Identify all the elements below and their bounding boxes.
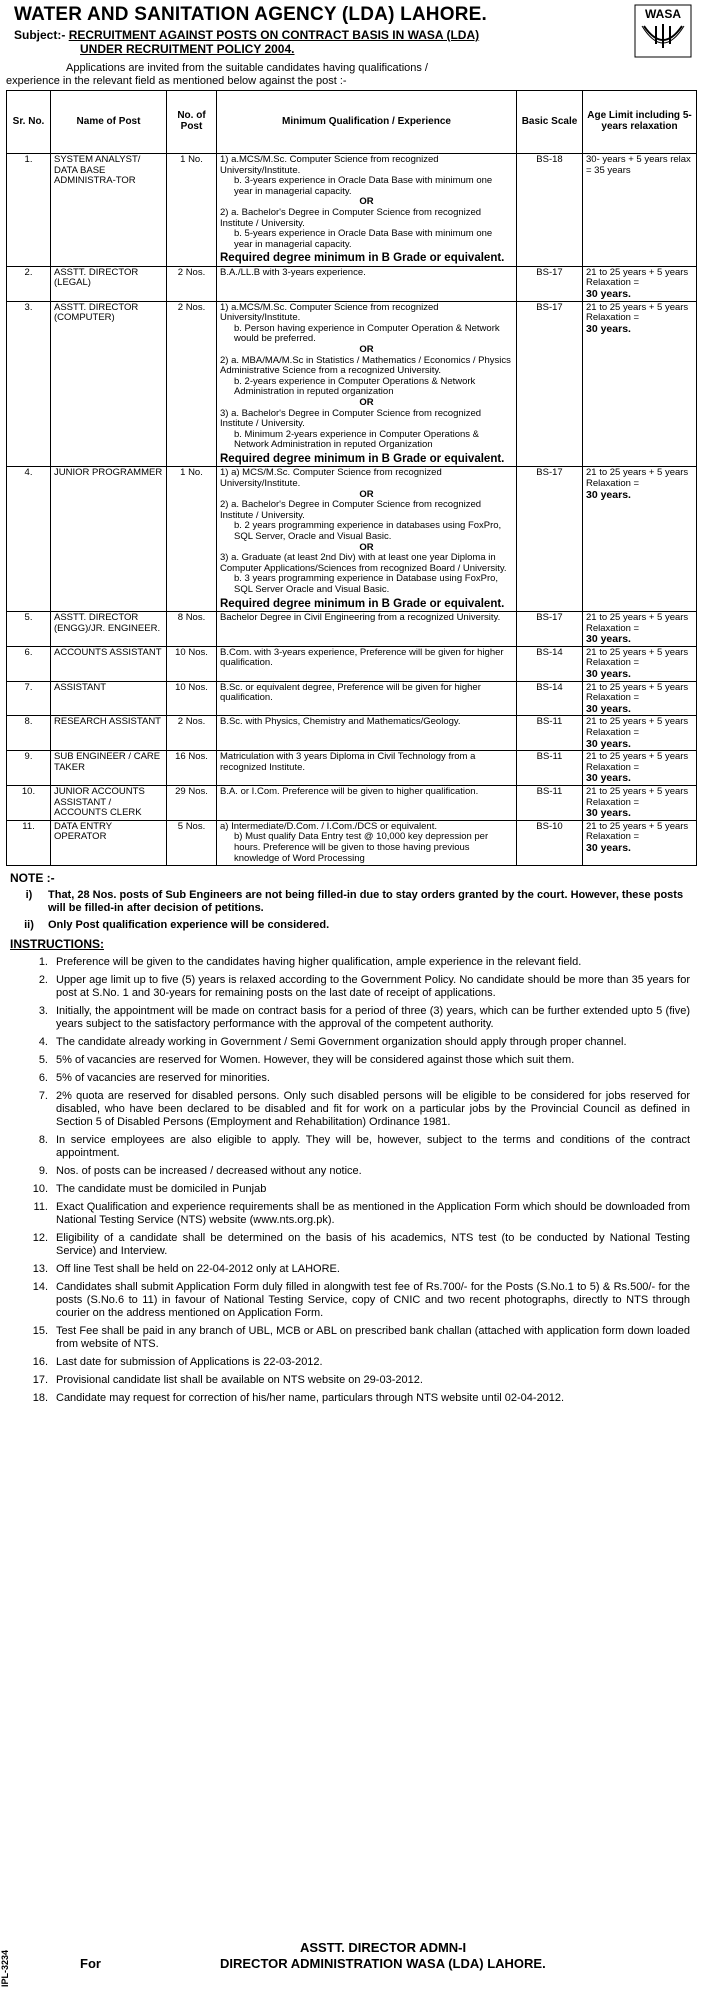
instruction-item (10, 956, 690, 969)
cell-age-limit (583, 467, 697, 612)
instruction-item (10, 1281, 690, 1320)
or-separator: OR (359, 344, 374, 355)
cell-qualification (217, 646, 517, 681)
qualification-line: Bachelor Degree in Civil Engineering from a recognized University. (220, 612, 501, 624)
required-grade: Required degree minimum in B Grade or equivalent. (220, 597, 505, 610)
signature-line-1: ASSTT. DIRECTOR ADMN-I (300, 1940, 467, 1955)
subject-line-1: RECRUITMENT AGAINST POSTS ON CONTRACT BASIS IN WASA (LDA) (68, 28, 480, 42)
cell-post-count: 2 Nos. (167, 266, 217, 301)
cell-sr: 11. (7, 820, 51, 865)
notes-heading: NOTE :- (10, 871, 55, 885)
cell-age-limit (583, 751, 697, 786)
cell-basic-scale: BS-14 (517, 681, 583, 716)
col-header-qualification: Minimum Qualification / Experience (217, 91, 517, 154)
wasa-logo-icon (634, 4, 692, 58)
age-total: 30 years. (586, 737, 631, 750)
cell-post-count: 16 Nos. (167, 751, 217, 786)
posts-table (6, 90, 697, 866)
instruction-text: Initially, the appointment will be made on contract basis for a period of three (3) years, which can be further extended upto 5 (five) years subject to the satisfactory performance with the approval of the competent authority. (56, 1005, 690, 1030)
note-text: That, 28 Nos. posts of Sub Engineers are not being filled-in due to stay orders granted by the court. However, these posts will be filled-in after decision of petitions. (48, 889, 684, 914)
instruction-number: 2. (38, 974, 48, 986)
instruction-text: Exact Qualification and experience requirements shall be as mentioned in the Application Form which should be downloaded from National Testing Service (NTS) website (www.nts.org.pk). (56, 1201, 690, 1226)
table-row (7, 154, 697, 267)
age-total: 30 years. (586, 322, 631, 335)
table-row (7, 266, 697, 301)
age-total: 30 years. (586, 807, 631, 820)
age-total: 30 years. (586, 841, 631, 854)
table-row (7, 681, 697, 716)
col-header-scale: Basic Scale (517, 91, 583, 154)
instruction-item (10, 1165, 690, 1178)
or-separator: OR (359, 488, 374, 500)
cell-qualification (217, 716, 517, 751)
instruction-text: 5% of vacancies are reserved for Women. However, they will be considered against those which suit them. (56, 1054, 575, 1066)
notes-section (10, 872, 690, 1405)
qualification-line: 1) a.MCS/M.Sc. Computer Science from recognized University/Institute. (220, 301, 439, 324)
age-range: 21 to 25 years + 5 years Relaxation = (586, 681, 689, 704)
cell-qualification (217, 751, 517, 786)
qualification-line: b) Must qualify Data Entry test @ 10,000 key depression per hours. Preference will be given to those having previous knowledge of Word Processing (234, 831, 489, 864)
instruction-item (10, 1392, 690, 1405)
or-separator: OR (359, 196, 374, 208)
qualification-line: b. 3-years experience in Oracle Data Base with minimum one year in managerial capacity. (234, 175, 493, 197)
instruction-item (10, 1183, 690, 1196)
age-range: 21 to 25 years + 5 years Relaxation = (586, 266, 689, 289)
cell-post-name: ASSTT. DIRECTOR (COMPUTER) (51, 301, 167, 467)
qualification-line: 2) a. MBA/MA/M.Sc in Statistics / Mathematics / Economics / Physics Administrative Science from a recognized University. (220, 354, 511, 377)
cell-post-count: 2 Nos. (167, 301, 217, 467)
instruction-item (10, 1134, 690, 1160)
cell-qualification (217, 266, 517, 301)
instruction-item (10, 1005, 690, 1031)
table-header-row (7, 91, 697, 154)
age-total: 30 years. (586, 702, 631, 715)
instruction-number: 10. (32, 1183, 48, 1195)
instruction-item (10, 1036, 690, 1049)
qualification-line: a) Intermediate/D.Com. / I.Com./DCS or equivalent. (220, 820, 437, 832)
cell-age-limit (583, 301, 697, 467)
cell-post-count: 10 Nos. (167, 646, 217, 681)
age-range: 21 to 25 years + 5 years Relaxation = (586, 646, 689, 669)
instruction-item (10, 1072, 690, 1085)
cell-post-name: ASSTT. DIRECTOR (LEGAL) (51, 266, 167, 301)
cell-age-limit (583, 716, 697, 751)
cell-qualification (217, 154, 517, 267)
instruction-text: Candidate may request for correction of his/her name, particulars through NTS website until 02-04-2012. (56, 1392, 565, 1404)
note-text: Only Post qualification experience will be considered. (48, 919, 330, 931)
note-item (10, 889, 690, 915)
age-total: 30 years. (586, 288, 631, 301)
age-total: 30 years. (586, 633, 631, 646)
cell-sr: 4. (7, 467, 51, 612)
qualification-line: B.Sc. with Physics, Chemistry and Mathematics/Geology. (220, 716, 461, 728)
cell-sr: 6. (7, 646, 51, 681)
instruction-number: 6. (38, 1072, 48, 1084)
or-separator: OR (359, 541, 374, 553)
age-range: 21 to 25 years + 5 years Relaxation = (586, 612, 689, 634)
required-grade: Required degree minimum in B Grade or equivalent. (220, 252, 505, 265)
cell-post-name: ACCOUNTS ASSISTANT (51, 646, 167, 681)
instruction-text: Last date for submission of Applications is 22-03-2012. (56, 1356, 323, 1368)
cell-qualification (217, 681, 517, 716)
cell-post-name: JUNIOR ACCOUNTS ASSISTANT / ACCOUNTS CLERK (51, 785, 167, 820)
instruction-text: Nos. of posts can be increased / decreased without any notice. (56, 1165, 362, 1177)
cell-sr: 8. (7, 716, 51, 751)
cell-basic-scale: BS-18 (517, 154, 583, 267)
instruction-text: Eligibility of a candidate shall be determined on the basis of his academics, NTS test (to be conducted by National Testing Service) and Interview. (56, 1232, 690, 1257)
table-row (7, 820, 697, 865)
table-row (7, 716, 697, 751)
instruction-number: 14. (32, 1281, 48, 1293)
table-row (7, 646, 697, 681)
required-grade: Required degree minimum in B Grade or equivalent. (220, 452, 505, 465)
signature-block (60, 1940, 700, 1972)
instruction-item (10, 974, 690, 1000)
cell-post-name: SUB ENGINEER / CARE TAKER (51, 751, 167, 786)
qualification-line: 1) a) MCS/M.Sc. Computer Science from recognized University/Institute. (220, 467, 442, 490)
age-range: 21 to 25 years + 5 years Relaxation = (586, 820, 689, 843)
instruction-item (10, 1374, 690, 1387)
instruction-item (10, 1263, 690, 1276)
cell-post-count: 5 Nos. (167, 820, 217, 865)
table-row (7, 612, 697, 647)
instruction-item (10, 1054, 690, 1067)
instruction-text: 2% quota are reserved for disabled persons. Only such disabled persons will be eligible to be considered for jobs reserved for disabled, who have been declared to be disabled and fit for work on a particular jobs by the Provincial Council as defined in Section 5 of Disabled Persons (Employment and Rehabilitation) Ordinance 1981. (56, 1090, 690, 1128)
qualification-line: 3) a. Bachelor's Degree in Computer Science from recognized Institute / University. (220, 407, 482, 430)
instruction-text: Test Fee shall be paid in any branch of UBL, MCB or ABL on prescribed bank challan (attached with application form down loaded from website of NTS. (56, 1325, 690, 1350)
header (14, 4, 614, 56)
cell-sr: 1. (7, 154, 51, 267)
cell-basic-scale: BS-11 (517, 785, 583, 820)
instruction-item (10, 1325, 690, 1351)
cell-basic-scale: BS-17 (517, 612, 583, 647)
col-header-name: Name of Post (51, 91, 167, 154)
cell-age-limit (583, 612, 697, 647)
qualification-line: 2) a. Bachelor's Degree in Computer Science from recognized Institute / University. (220, 499, 482, 521)
col-header-age: Age Limit including 5-years relaxation (583, 91, 697, 154)
intro-line-2: experience in the relevant field as mentioned below against the post :- (6, 75, 347, 87)
qualification-line: B.A./LL.B with 3-years experience. (220, 266, 366, 278)
cell-qualification (217, 612, 517, 647)
cell-post-name: ASSTT. DIRECTOR (ENGG)/JR. ENGINEER. (51, 612, 167, 647)
subject (14, 28, 614, 56)
cell-post-count: 29 Nos. (167, 785, 217, 820)
cell-post-count: 8 Nos. (167, 612, 217, 647)
instruction-number: 7. (38, 1090, 48, 1102)
col-header-no: No. of Post (167, 91, 217, 154)
intro-text (6, 62, 626, 88)
cell-sr: 3. (7, 301, 51, 467)
cell-sr: 5. (7, 612, 51, 647)
instructions-heading: INSTRUCTIONS: (10, 937, 104, 951)
signature-for: For (80, 1956, 101, 1971)
cell-qualification (217, 785, 517, 820)
cell-age-limit (583, 820, 697, 865)
instruction-number: 11. (33, 1201, 48, 1213)
cell-basic-scale: BS-11 (517, 751, 583, 786)
col-header-sr: Sr. No. (7, 91, 51, 154)
cell-age-limit (583, 681, 697, 716)
cell-sr: 7. (7, 681, 51, 716)
instruction-text: Provisional candidate list shall be available on NTS website on 29-03-2012. (56, 1374, 423, 1386)
instruction-number: 13. (32, 1263, 48, 1275)
instruction-number: 18. (32, 1392, 48, 1404)
instruction-item (10, 1090, 690, 1129)
instruction-number: 3. (38, 1005, 48, 1017)
cell-sr: 10. (7, 785, 51, 820)
instruction-number: 9. (38, 1165, 48, 1177)
qualification-line: b. Minimum 2-years experience in Computer Operations & Network Administration in reputed Organization (234, 428, 479, 451)
instruction-number: 5. (38, 1054, 48, 1066)
cell-sr: 9. (7, 751, 51, 786)
qualification-line: B.Sc. or equivalent degree, Preference will be given for higher qualification. (220, 681, 481, 704)
cell-post-count: 1 No. (167, 154, 217, 267)
cell-age-limit (583, 785, 697, 820)
instruction-number: 4. (38, 1036, 48, 1048)
cell-basic-scale: BS-14 (517, 646, 583, 681)
qualification-line: Matriculation with 3 years Diploma in Civil Technology from a recognized Institute. (220, 751, 476, 773)
cell-sr: 2. (7, 266, 51, 301)
instruction-number: 17. (32, 1374, 48, 1386)
or-separator: OR (359, 396, 374, 408)
signature-line-2: DIRECTOR ADMINISTRATION WASA (LDA) LAHORE. (220, 1956, 546, 1971)
cell-post-name: RESEARCH ASSISTANT (51, 716, 167, 751)
cell-age-limit (583, 266, 697, 301)
table-row (7, 301, 697, 467)
age-range: 21 to 25 years + 5 years Relaxation = (586, 467, 689, 490)
qualification-line: b. 2 years programming experience in databases using FoxPro, SQL Server, Oracle and Visual Basic. (234, 520, 502, 542)
instruction-item (10, 1232, 690, 1258)
subject-line-2: UNDER RECRUITMENT POLICY 2004. (80, 42, 295, 56)
qualification-line: 1) a.MCS/M.Sc. Computer Science from recognized University/Institute. (220, 154, 439, 176)
instruction-number: 15. (32, 1325, 48, 1337)
cell-post-count: 2 Nos. (167, 716, 217, 751)
cell-qualification (217, 301, 517, 467)
table-row (7, 785, 697, 820)
instruction-item (10, 1201, 690, 1227)
age-range: 21 to 25 years + 5 years Relaxation = (586, 716, 689, 738)
instruction-text: In service employees are also eligible to apply. They will be, however, subject to the terms and conditions of the contract appointment. (56, 1134, 690, 1159)
cell-post-name: ASSISTANT (51, 681, 167, 716)
table-row (7, 467, 697, 612)
cell-post-count: 1 No. (167, 467, 217, 612)
instruction-number: 16. (32, 1356, 48, 1368)
cell-basic-scale: BS-17 (517, 301, 583, 467)
instruction-text: The candidate already working in Government / Semi Government organization should apply through proper channel. (56, 1036, 627, 1048)
instruction-number: 8. (38, 1134, 48, 1146)
qualification-line: B.A. or I.Com. Preference will be given to higher qualification. (220, 785, 479, 797)
note-item (10, 919, 690, 932)
cell-post-name: SYSTEM ANALYST/ DATA BASE ADMINISTRA-TOR (51, 154, 167, 267)
table-row (7, 751, 697, 786)
instruction-item (10, 1356, 690, 1369)
instruction-text: Candidates shall submit Application Form duly filled in alongwith test fee of Rs.700/- for the Posts (S.No.1 to 5) & Rs.500/- for the posts (S.No.6 to 11) in favour of National Testing Service, copy of CNIC and two recent photographs, directly to NTS through courier on the address mentioned on Application Form. (56, 1281, 690, 1319)
logo-text: WASA (645, 7, 681, 21)
cell-post-count: 10 Nos. (167, 681, 217, 716)
age-range: 21 to 25 years + 5 years Relaxation = (586, 785, 689, 808)
cell-qualification (217, 820, 517, 865)
cell-qualification (217, 467, 517, 612)
age-range: 21 to 25 years + 5 years Relaxation = (586, 301, 689, 324)
cell-basic-scale: BS-11 (517, 716, 583, 751)
note-number: ii) (24, 919, 34, 931)
qualification-line: b. Person having experience in Computer Operation & Network would be preferred. (234, 322, 500, 345)
intro-line-1: Applications are invited from the suitable candidates having qualifications / (66, 62, 428, 74)
cell-post-name: JUNIOR PROGRAMMER (51, 467, 167, 612)
cell-basic-scale: BS-17 (517, 467, 583, 612)
cell-basic-scale: BS-10 (517, 820, 583, 865)
page-title: WATER AND SANITATION AGENCY (LDA) LAHORE. (14, 4, 487, 25)
age-total: 30 years. (586, 668, 631, 681)
cell-age-limit (583, 646, 697, 681)
qualification-line: 2) a. Bachelor's Degree in Computer Science from recognized Institute / University. (220, 206, 482, 229)
instruction-text: 5% of vacancies are reserved for minorities. (56, 1072, 270, 1084)
note-number: i) (25, 889, 33, 901)
age-total: 30 years. (586, 488, 631, 501)
age-range: 21 to 25 years + 5 years Relaxation = (586, 751, 689, 773)
cell-basic-scale: BS-17 (517, 266, 583, 301)
qualification-line: b. 5-years experience in Oracle Data Base with minimum one year in managerial capacity. (234, 228, 493, 250)
cell-post-name: DATA ENTRY OPERATOR (51, 820, 167, 865)
instruction-number: 1. (38, 956, 48, 968)
age-range: 30- years + 5 years relax = 35 years (586, 154, 691, 176)
side-code: IPL-3234 (0, 1950, 10, 1988)
qualification-line: B.Com. with 3-years experience, Preference will be given for higher qualification. (220, 646, 504, 669)
instruction-text: Upper age limit up to five (5) years is relaxed according to the Government Policy. No candidate should be more than 35 years for post at S.No. 1 and 30-years for remaining posts on the last date of receipt of applications. (56, 974, 690, 999)
instruction-text: The candidate must be domiciled in Punjab (56, 1183, 267, 1195)
age-total: 30 years. (586, 772, 631, 785)
qualification-line: b. 3 years programming experience in Database using FoxPro, SQL Server Oracle and Visual Basic. (234, 573, 499, 595)
instruction-text: Off line Test shall be held on 22-04-2012 only at LAHORE. (56, 1263, 340, 1275)
qualification-line: 3) a. Graduate (at least 2nd Div) with at least one year Diploma in Computer Applications/Sciences from recognized Board / University. (220, 552, 507, 574)
cell-age-limit (583, 154, 697, 267)
qualification-line: b. 2-years experience in Computer Operations & Network Administration in reputed organization (234, 375, 476, 398)
instruction-text: Preference will be given to the candidates having higher qualification, ample experience in the relevant field. (56, 956, 582, 968)
instruction-number: 12. (32, 1232, 48, 1244)
subject-prefix: Subject:- (14, 28, 66, 42)
